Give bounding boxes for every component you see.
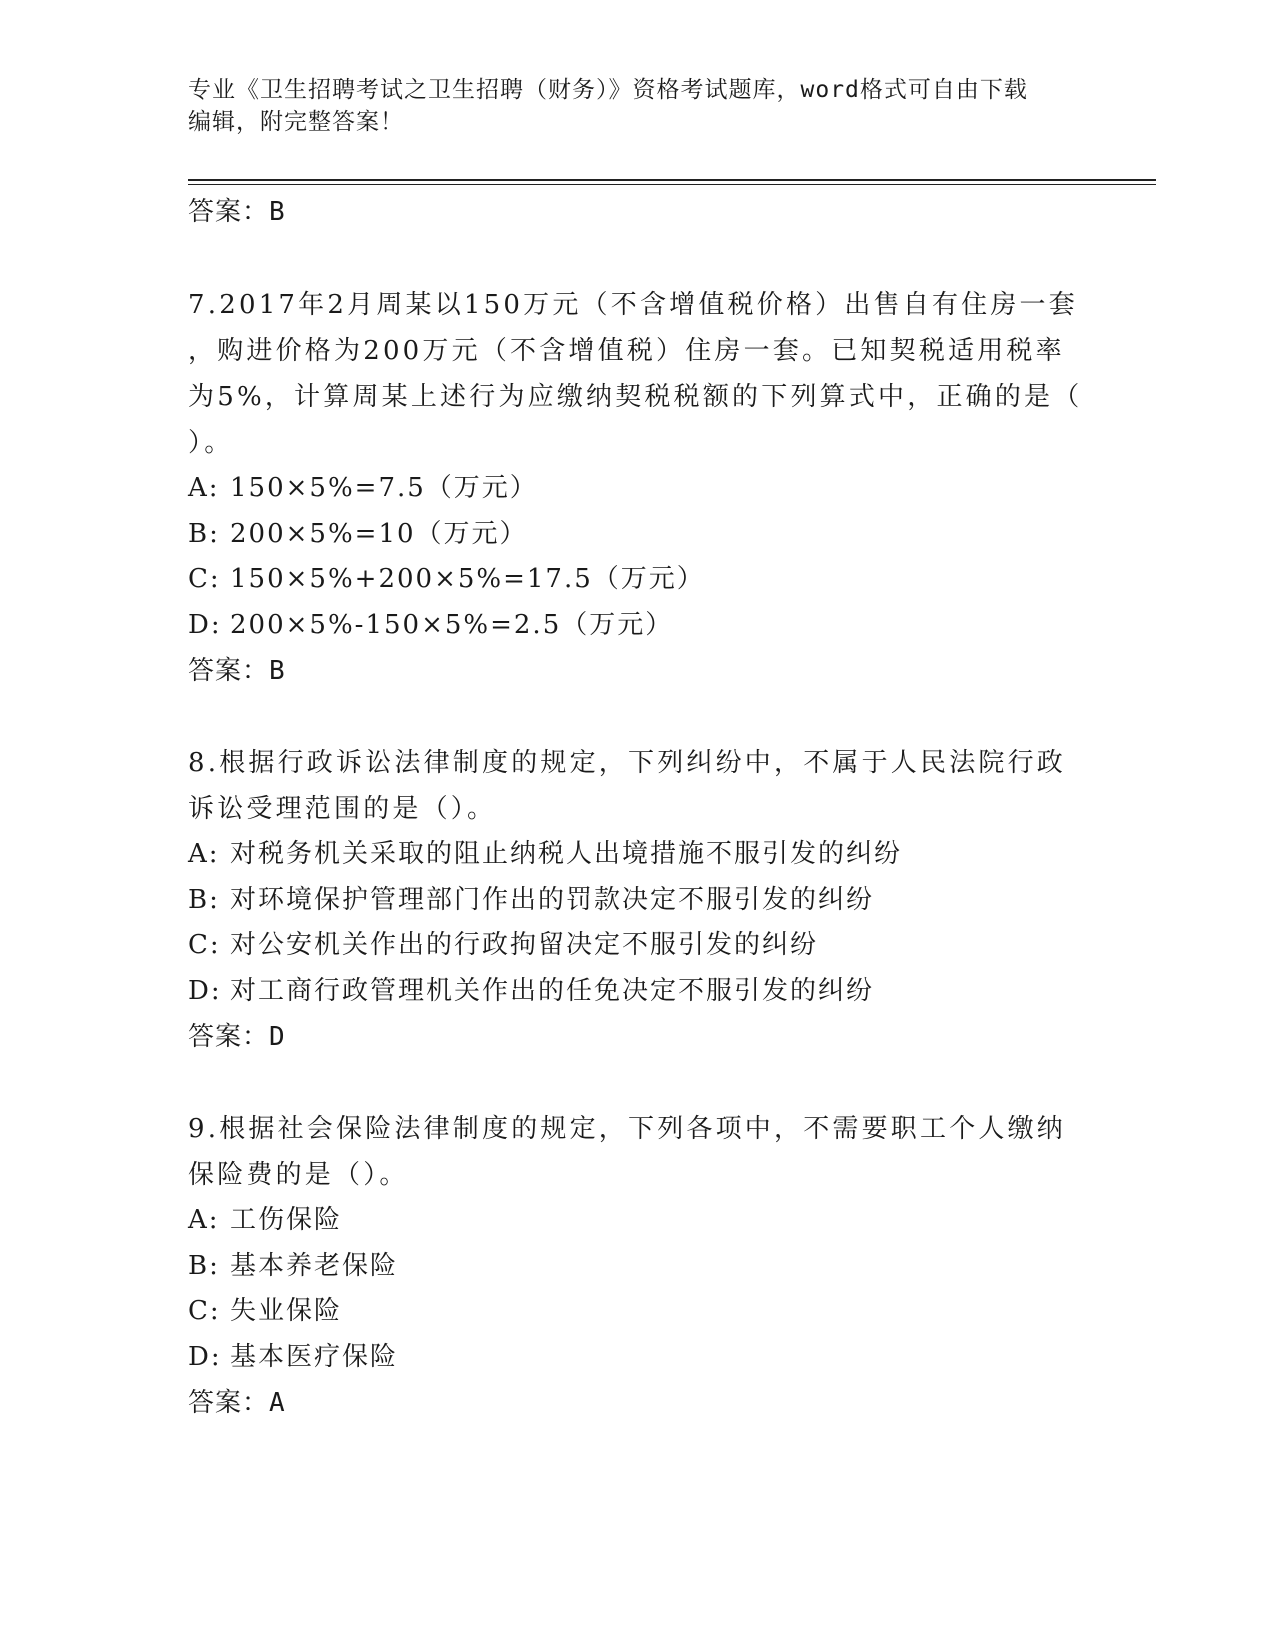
answer-line: 答案：A bbox=[188, 1388, 286, 1418]
answer-line: 答案：B bbox=[188, 656, 286, 686]
option-key: B: bbox=[188, 518, 220, 549]
option-text: 对公安机关作出的行政拘留决定不服引发的纠纷 bbox=[230, 930, 819, 960]
option-d bbox=[188, 969, 1088, 1015]
header-line-2: 编辑，附完整答案！ bbox=[188, 109, 404, 135]
question-8 bbox=[188, 740, 1088, 1060]
answer-line: 答案：D bbox=[188, 1022, 286, 1052]
option-text: 150×5%+200×5%=17.5（万元） bbox=[230, 564, 705, 594]
option-text: 对工商行政管理机关作出的任免决定不服引发的纠纷 bbox=[230, 975, 875, 1006]
option-text: 工伤保险 bbox=[230, 1205, 343, 1235]
option-key: A: bbox=[188, 473, 220, 503]
option-b bbox=[188, 512, 1088, 558]
page-content bbox=[188, 188, 1088, 1426]
option-key: C: bbox=[188, 930, 221, 960]
option-text: 对税务机关采取的阻止纳税人出境措施不服引发的纠纷 bbox=[230, 839, 903, 869]
question-text-line: 诉讼受理范围的是（）。 bbox=[188, 794, 497, 824]
option-c bbox=[188, 557, 1088, 603]
option-d bbox=[188, 603, 1088, 649]
header-rule-thick bbox=[188, 179, 1156, 181]
question-text-line: 8.根据行政诉讼法律制度的规定，下列纠纷中，不属于人民法院行政 bbox=[188, 748, 1067, 778]
option-a bbox=[188, 466, 1088, 512]
question-9 bbox=[188, 1106, 1088, 1426]
option-c bbox=[188, 923, 1088, 969]
option-text: 对环境保护管理部门作出的罚款决定不服引发的纠纷 bbox=[230, 884, 875, 915]
option-key: C: bbox=[188, 1296, 221, 1326]
option-key: D: bbox=[188, 609, 222, 640]
option-text: 200×5%=10（万元） bbox=[230, 518, 528, 549]
option-key: D: bbox=[188, 1341, 222, 1372]
option-d bbox=[188, 1335, 1088, 1381]
option-key: B: bbox=[188, 884, 220, 915]
option-key: D: bbox=[188, 975, 222, 1006]
question-text-line: 9.根据社会保险法律制度的规定，下列各项中，不需要职工个人缴纳 bbox=[188, 1114, 1067, 1144]
option-key: B: bbox=[188, 1250, 220, 1281]
option-a bbox=[188, 1198, 1088, 1244]
option-key: A: bbox=[188, 1205, 220, 1235]
question-text-line: ，购进价格为200万元（不含增值税）住房一套。已知契税适用税率 bbox=[188, 336, 1065, 366]
option-key: A: bbox=[188, 839, 220, 869]
option-text: 基本养老保险 bbox=[230, 1250, 399, 1281]
option-text: 基本医疗保险 bbox=[230, 1341, 399, 1372]
question-7 bbox=[188, 282, 1088, 694]
question-text-line: ）。 bbox=[188, 428, 234, 458]
previous-answer: 答案：B bbox=[188, 197, 286, 227]
question-text-line: 为5%，计算周某上述行为应缴纳契税税额的下列算式中，正确的是（ bbox=[188, 382, 1083, 412]
page-header bbox=[188, 74, 1088, 138]
header-rule-thin bbox=[188, 184, 1156, 185]
question-text-line: 保险费的是（）。 bbox=[188, 1160, 409, 1190]
option-key: C: bbox=[188, 564, 221, 594]
option-c bbox=[188, 1289, 1088, 1335]
option-a bbox=[188, 832, 1088, 878]
option-b bbox=[188, 878, 1088, 924]
question-text-line: 7.2017年2月周某以150万元（不含增值税价格）出售自有住房一套 bbox=[188, 290, 1078, 320]
header-line-1: 专业《卫生招聘考试之卫生招聘（财务）》资格考试题库，word格式可自由下载 bbox=[188, 77, 1028, 103]
option-text: 150×5%=7.5（万元） bbox=[230, 473, 538, 503]
option-text: 失业保险 bbox=[230, 1296, 343, 1326]
option-text: 200×5%-150×5%=2.5（万元） bbox=[230, 609, 674, 640]
option-b bbox=[188, 1244, 1088, 1290]
